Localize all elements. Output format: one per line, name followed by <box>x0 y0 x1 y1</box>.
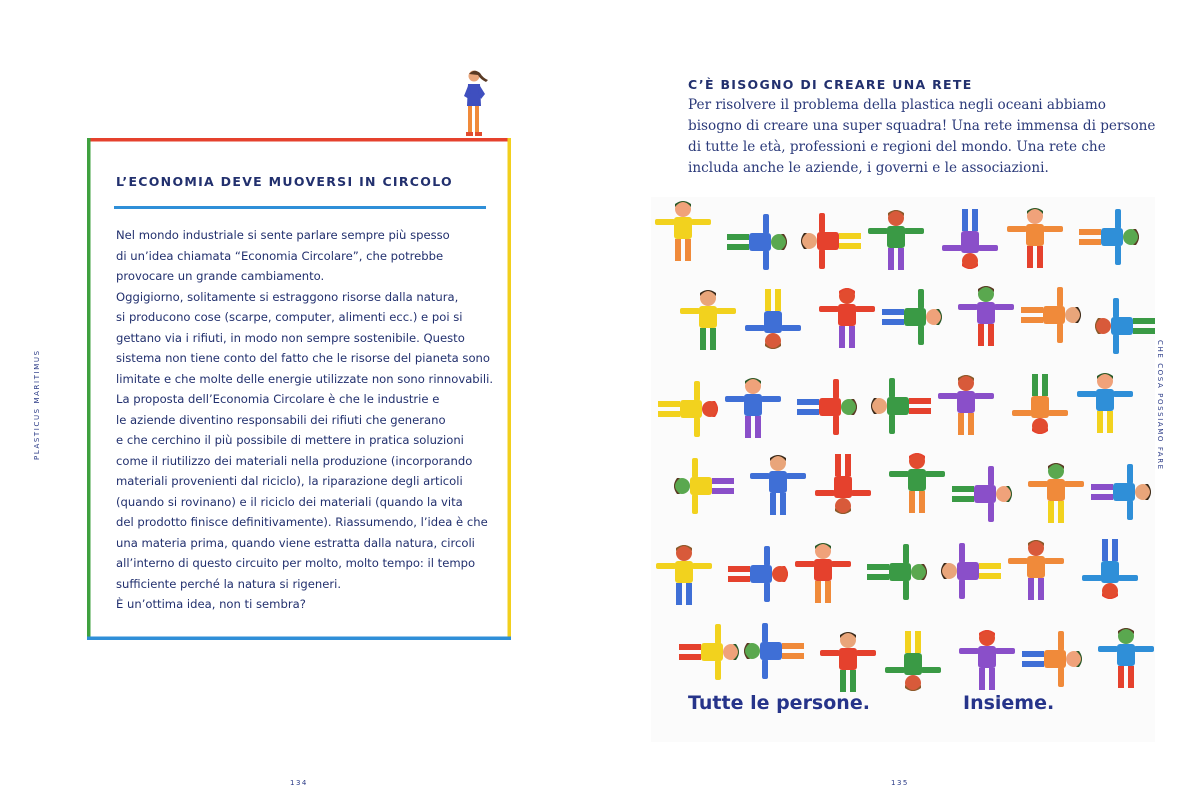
person-figure <box>679 624 739 680</box>
body-line: gettano via i rifiuti, in modo non sempre sostenibile. Questo <box>116 330 465 345</box>
body-line: si producono cose (scarpe, computer, alimenti ecc.) e poi si <box>116 310 463 324</box>
body-line: e che cerchino il più possibile di mettere in pratica soluzioni <box>116 433 464 447</box>
body-line: di tutte le età, professioni e regioni del mondo. Una rete che <box>688 139 1106 155</box>
body-line: del prodotto finisce definitivamente). Riassumendo, l’idea è che <box>116 515 488 529</box>
person-figure <box>1077 373 1133 433</box>
person-figure <box>744 623 804 679</box>
person-figure <box>725 378 781 438</box>
person-figure <box>1091 464 1151 520</box>
person-figure <box>745 289 801 349</box>
person-figure <box>1082 539 1138 599</box>
body-line: (quando si rovinano) e il riciclo dei materiali (quando la vita <box>116 494 463 509</box>
body-line: bisogno di creare una super squadra! Una rete immensa di persone <box>688 118 1156 134</box>
page-number-left: 134 <box>290 779 308 787</box>
person-figure <box>867 544 927 600</box>
girl-figure-illustration <box>461 66 491 138</box>
person-figure <box>1007 208 1063 268</box>
person-figure <box>655 201 711 261</box>
person-figure <box>868 210 924 270</box>
person-figure <box>1012 374 1068 434</box>
person-figure <box>658 381 718 437</box>
body-line: Oggigiorno, solitamente si estraggono risorse dalla natura, <box>116 289 459 304</box>
person-figure <box>680 290 736 350</box>
body-line: come il riutilizzo dei materiali nella produzione (incorporando <box>116 453 473 468</box>
person-figure <box>958 286 1014 346</box>
box-title: L’ECONOMIA DEVE MUOVERSI IN CIRCOLO <box>116 174 453 189</box>
body-line: le aziende diventino responsabili dei rifiuti che generano <box>116 412 446 427</box>
person-figure <box>1098 628 1154 688</box>
page-number-right: 135 <box>891 779 909 787</box>
people-network-drawing <box>651 197 1155 742</box>
running-head-left: PLASTICUS MARITIMUS <box>33 349 41 460</box>
body-line: all’interno di questo circuito per molto, molto tempo: il tempo <box>116 556 476 570</box>
title-underline <box>114 205 486 210</box>
body-line: sistema non tiene conto del fatto che le risorse del pianeta sono <box>116 351 491 365</box>
frame-left-green <box>87 138 91 640</box>
person-figure <box>820 632 876 692</box>
person-figure <box>941 543 1001 599</box>
people-network-illustration <box>651 197 1155 742</box>
frame-top-red <box>87 138 511 142</box>
body-line: Nel mondo industriale si sente parlare sempre più spesso <box>116 228 450 242</box>
frame-bottom-blue <box>87 637 511 641</box>
caption-together: Insieme. <box>963 692 1055 714</box>
person-figure <box>952 466 1012 522</box>
person-figure <box>885 631 941 691</box>
person-figure <box>1022 631 1082 687</box>
body-line: Per risolvere il problema della plastica negli oceani abbiamo <box>688 97 1106 113</box>
person-figure <box>801 213 861 269</box>
box-body-text <box>116 225 494 615</box>
body-line: sufficiente perché la natura si rigeneri. <box>116 576 342 591</box>
section-body-text <box>688 95 1156 179</box>
person-figure <box>1021 287 1081 343</box>
person-figure <box>728 546 788 602</box>
person-figure <box>938 375 994 435</box>
frame-right-yellow <box>508 138 512 640</box>
person-figure <box>797 379 857 435</box>
running-head-right: CHE COSA POSSIAMO FARE <box>1156 340 1164 471</box>
person-figure <box>727 214 787 270</box>
person-figure <box>942 209 998 269</box>
person-figure <box>882 289 942 345</box>
body-line: includa anche le aziende, i governi e le associazioni. <box>688 160 1049 176</box>
body-line: materiali provenienti dal riciclo), la riparazione degli articoli <box>116 474 463 488</box>
person-figure <box>1028 463 1084 523</box>
person-figure <box>1095 298 1155 354</box>
person-figure <box>1008 540 1064 600</box>
person-figure <box>750 455 806 515</box>
person-figure <box>959 630 1015 690</box>
person-figure <box>871 378 931 434</box>
person-figure <box>889 453 945 513</box>
body-line: di un’idea chiamata “Economia Circolare”, che potrebbe <box>116 248 444 263</box>
caption-all-people: Tutte le persone. <box>688 692 870 714</box>
person-figure <box>674 458 734 514</box>
body-line: La proposta dell’Economia Circolare è che le industrie e <box>116 392 440 406</box>
body-line: una materia prima, quando viene estratta dalla natura, circoli <box>116 535 475 550</box>
body-line: provocare un grande cambiamento. <box>116 269 325 283</box>
person-figure <box>795 543 851 603</box>
section-title: C’È BISOGNO DI CREARE UNA RETE <box>688 77 973 92</box>
body-line: limitate e che molte delle energie utilizzate non sono rinnovabili. <box>116 371 494 386</box>
body-line: È un’ottima idea, non ti sembra? <box>116 597 306 611</box>
person-figure <box>815 454 871 514</box>
person-figure <box>819 288 875 348</box>
person-figure <box>1079 209 1139 265</box>
person-figure <box>656 545 712 605</box>
